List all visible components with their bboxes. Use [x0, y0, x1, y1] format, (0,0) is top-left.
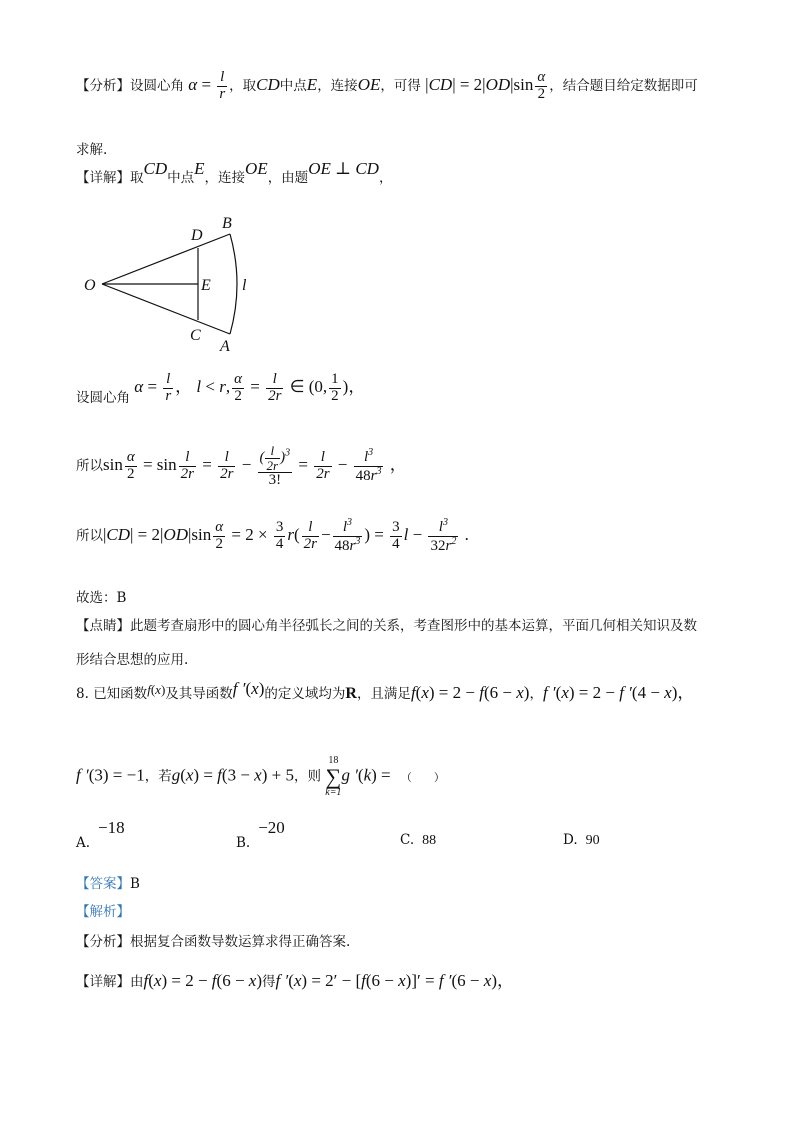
step-2: 所以sin $\frac{\alpha}{2}$ = sin $\frac{l}{2r}$ = $\frac{l}{2r}$ − ( $\frac{l}{2r}$ )$^3$ 3! = $\frac{l}{2r}$ − $\frac{l^3}{48r^3}$ ， — [76, 443, 407, 489]
domain-symbol: R — [345, 685, 357, 702]
label-c: C — [190, 327, 201, 344]
option-d[interactable]: D. 90 — [563, 832, 600, 848]
comment-line-2: 形结合思想的应用. — [76, 652, 189, 668]
explain-tag: 【解析】 — [76, 904, 130, 920]
comment-line-1: 【点睛】此题考查扇形中的圆心角半径弧长之间的关系，考查图形中的基本运算，平面几何相关知识及数 — [76, 618, 697, 634]
sector-figure — [80, 210, 280, 360]
label-o: O — [84, 277, 96, 294]
detail-line: 【详解】取CD中点E，连接OE，由题OE ⊥ CD， — [76, 159, 393, 186]
detail-2: 【详解】由f(x) = 2 − f(6 − x)得f ′(x) = 2′ − [f(6 − x)]′ = f ′(6 − x)， — [76, 971, 514, 990]
analysis-line: 【分析】设圆心角 α = $\frac{l}{r}$ ，取CD中点E，连接OE，可得 |CD| = 2|OD|sin $\frac{\alpha}{2}$ ，结合题目给定数据即可 — [76, 69, 698, 102]
answer-section — [76, 872, 140, 892]
option-b[interactable]: B.−20 — [236, 818, 285, 851]
answer-line: 故选：B — [76, 590, 127, 606]
step-3: 所以|CD| = 2|OD|sin $\frac{\alpha}{2}$ = 2 × $\frac{3}{4}$ r( $\frac{l}{2r}$ − $\frac{l^3}{48r^3}$ ) = $\frac{3}{4}$ l − $\frac{l^3}{32r^2}$ . — [76, 517, 469, 554]
analysis-2: 【分析】根据复合函数导数运算求得正确答案. — [76, 934, 351, 950]
answer-tag: 【答案】 — [76, 876, 130, 892]
answer-value: B — [130, 876, 140, 892]
fraction: $\frac{l}{r}$ — [219, 69, 226, 102]
analysis-line-2: 求解. — [76, 142, 108, 158]
step-1: 设圆心角 α = $\frac{l}{r}$ ， l < r, $\frac{\alpha}{2}$ = $\frac{l}{2r}$ ∈ (0, $\frac{1}{2}$ )， — [76, 371, 366, 406]
comment-tag: 【点睛】 — [76, 618, 130, 634]
question-8-line-1: 8. 已知函数f(x)及其导函数f ′(x)的定义域均为R，且满足f(x) = 2 − f(6 − x)，f ′(x) = 2 − f ′(4 − x)， — [76, 679, 695, 702]
option-c[interactable]: C. 88 — [400, 832, 437, 848]
label-d: D — [191, 227, 203, 244]
sum-symbol: 18 ∑ k=1 — [325, 755, 342, 798]
detail-tag: 【详解】 — [76, 170, 130, 186]
label-a: A — [220, 338, 230, 355]
question-8-line-2: f ′(3) = −1，若g(x) = f(3 − x) + 5，则 18 ∑ k=1 g ′(k) = （ ） — [76, 755, 445, 798]
label-l: l — [242, 277, 247, 294]
label-b: B — [222, 215, 232, 232]
analysis-tag: 【分析】 — [76, 77, 130, 94]
option-a[interactable]: A.−18 — [76, 818, 125, 851]
question-number: 8. — [76, 686, 89, 702]
label-e: E — [201, 277, 211, 294]
